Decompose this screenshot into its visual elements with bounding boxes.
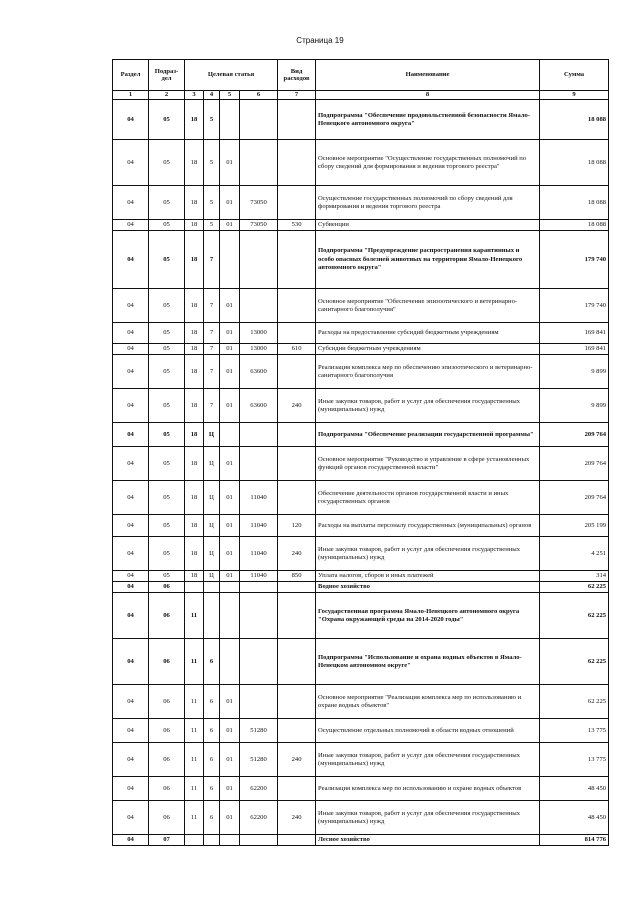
cell-target-program: 18 — [185, 355, 204, 389]
cell-name: Осуществление отдельных полномочий в области водных отношений — [316, 719, 540, 743]
cell-name: Реализация комплекса мер по обеспечению эпизоотического и ветеринарно-санитарного благополучия — [316, 355, 540, 389]
cell-target-program: 11 — [185, 685, 204, 719]
cell-exp-type: 240 — [278, 537, 316, 571]
cell-exp-type — [278, 719, 316, 743]
cell-target-event: 01 — [220, 140, 240, 186]
cell-exp-type — [278, 777, 316, 801]
cell-target-event: 01 — [220, 389, 240, 423]
cell-target-event: 01 — [220, 355, 240, 389]
cell-exp-type — [278, 447, 316, 481]
cell-target-program: 18 — [185, 289, 204, 323]
cell-target-direction — [240, 423, 278, 447]
cell-target-program: 11 — [185, 639, 204, 685]
cell-name: Осуществление государственных полномочий по сбору сведений для формирования и ведения торгового реестра — [316, 186, 540, 220]
table-row — [113, 743, 609, 777]
cell-target-event: 01 — [220, 481, 240, 515]
header-name: Наименование — [316, 60, 540, 91]
cell-section: 04 — [113, 100, 149, 140]
col-number: 5 — [220, 91, 240, 100]
cell-sum: 62 225 — [540, 639, 609, 685]
cell-target-program: 18 — [185, 323, 204, 344]
cell-target-event — [220, 423, 240, 447]
cell-exp-type — [278, 355, 316, 389]
cell-target-program — [185, 835, 204, 846]
cell-target-direction — [240, 140, 278, 186]
cell-section: 04 — [113, 344, 149, 355]
table-row — [113, 323, 609, 344]
col-number: 8 — [316, 91, 540, 100]
cell-target-event — [220, 100, 240, 140]
cell-target-event — [220, 639, 240, 685]
cell-target-subprogram: 5 — [204, 220, 220, 231]
cell-target-event: 01 — [220, 777, 240, 801]
cell-target-event: 01 — [220, 220, 240, 231]
cell-name: Иные закупки товаров, работ и услуг для обеспечения государственных (муниципальных) нужд — [316, 389, 540, 423]
header-row — [113, 60, 609, 91]
table-body — [113, 60, 609, 846]
table-row — [113, 537, 609, 571]
cell-sum: 62 225 — [540, 593, 609, 639]
cell-target-direction: 13000 — [240, 323, 278, 344]
cell-section: 04 — [113, 719, 149, 743]
table-row — [113, 777, 609, 801]
cell-target-subprogram: Ц — [204, 423, 220, 447]
cell-section: 04 — [113, 582, 149, 593]
cell-target-program: 18 — [185, 481, 204, 515]
cell-target-event: 01 — [220, 186, 240, 220]
cell-subsection: 05 — [149, 571, 185, 582]
column-number-row — [113, 91, 609, 100]
cell-target-event — [220, 593, 240, 639]
header-exp-type: Вид расходов — [278, 60, 316, 91]
cell-sum: 169 841 — [540, 344, 609, 355]
cell-target-direction: 11040 — [240, 537, 278, 571]
table-row — [113, 100, 609, 140]
cell-name: Водное хозяйство — [316, 582, 540, 593]
cell-subsection: 05 — [149, 140, 185, 186]
table-row — [113, 685, 609, 719]
cell-subsection: 05 — [149, 344, 185, 355]
cell-target-event: 01 — [220, 743, 240, 777]
table-row — [113, 447, 609, 481]
cell-exp-type: 610 — [278, 344, 316, 355]
cell-subsection: 05 — [149, 423, 185, 447]
cell-subsection: 06 — [149, 743, 185, 777]
cell-name: Иные закупки товаров, работ и услуг для обеспечения государственных (муниципальных) нужд — [316, 801, 540, 835]
col-number: 6 — [240, 91, 278, 100]
cell-section: 04 — [113, 801, 149, 835]
cell-exp-type — [278, 639, 316, 685]
cell-subsection: 06 — [149, 685, 185, 719]
cell-name: Лесное хозяйство — [316, 835, 540, 846]
cell-name: Иные закупки товаров, работ и услуг для обеспечения государственных (муниципальных) нужд — [316, 743, 540, 777]
cell-sum: 48 450 — [540, 801, 609, 835]
cell-name: Подпрограмма "Обеспечение реализации государственной программы" — [316, 423, 540, 447]
cell-section: 04 — [113, 777, 149, 801]
cell-section: 04 — [113, 186, 149, 220]
cell-sum: 62 225 — [540, 582, 609, 593]
cell-target-subprogram: 5 — [204, 100, 220, 140]
cell-exp-type — [278, 100, 316, 140]
cell-target-program: 18 — [185, 140, 204, 186]
cell-name: Расходы на выплаты персоналу государственных (муниципальных) органов — [316, 515, 540, 537]
cell-target-program: 18 — [185, 537, 204, 571]
cell-target-direction: 11040 — [240, 515, 278, 537]
cell-exp-type — [278, 685, 316, 719]
table-row — [113, 344, 609, 355]
cell-target-program: 18 — [185, 571, 204, 582]
cell-target-event: 01 — [220, 537, 240, 571]
cell-name: Основное мероприятие "Осуществление государственных полномочий по сбору сведений для формирования и ведения торгового реестра" — [316, 140, 540, 186]
cell-exp-type — [278, 231, 316, 289]
cell-subsection: 05 — [149, 481, 185, 515]
cell-target-subprogram: Ц — [204, 537, 220, 571]
cell-subsection: 05 — [149, 231, 185, 289]
cell-sum: 18 088 — [540, 186, 609, 220]
cell-subsection: 05 — [149, 447, 185, 481]
cell-name: Уплата налогов, сборов и иных платежей — [316, 571, 540, 582]
cell-target-direction — [240, 593, 278, 639]
cell-target-subprogram: 7 — [204, 231, 220, 289]
cell-target-event — [220, 231, 240, 289]
cell-target-event: 01 — [220, 719, 240, 743]
table-row — [113, 481, 609, 515]
header-target: Целевая статья — [185, 60, 278, 91]
col-number: 1 — [113, 91, 149, 100]
cell-subsection: 05 — [149, 289, 185, 323]
col-number: 4 — [204, 91, 220, 100]
cell-name: Подпрограмма "Обеспечение продовольственной безопасности Ямало-Ненецкого автономного округа" — [316, 100, 540, 140]
cell-exp-type: 120 — [278, 515, 316, 537]
cell-target-direction: 63600 — [240, 389, 278, 423]
cell-target-event: 01 — [220, 323, 240, 344]
cell-target-program: 11 — [185, 593, 204, 639]
cell-subsection: 06 — [149, 777, 185, 801]
cell-target-direction — [240, 685, 278, 719]
cell-subsection: 06 — [149, 719, 185, 743]
cell-section: 04 — [113, 447, 149, 481]
header-subsection: Подраз-дел — [149, 60, 185, 91]
cell-target-direction — [240, 639, 278, 685]
cell-sum: 9 899 — [540, 355, 609, 389]
cell-exp-type: 850 — [278, 571, 316, 582]
cell-sum: 179 740 — [540, 231, 609, 289]
cell-sum: 209 764 — [540, 481, 609, 515]
cell-target-event: 01 — [220, 447, 240, 481]
cell-target-direction: 62200 — [240, 801, 278, 835]
cell-section: 04 — [113, 593, 149, 639]
cell-target-program: 18 — [185, 186, 204, 220]
cell-section: 04 — [113, 571, 149, 582]
col-number: 2 — [149, 91, 185, 100]
cell-target-event: 01 — [220, 685, 240, 719]
cell-target-event: 01 — [220, 289, 240, 323]
cell-section: 04 — [113, 423, 149, 447]
cell-target-subprogram: 7 — [204, 323, 220, 344]
cell-target-direction: 63600 — [240, 355, 278, 389]
cell-sum: 48 450 — [540, 777, 609, 801]
cell-name: Иные закупки товаров, работ и услуг для обеспечения государственных (муниципальных) нужд — [316, 537, 540, 571]
cell-target-subprogram: 7 — [204, 344, 220, 355]
cell-target-program: 18 — [185, 100, 204, 140]
cell-exp-type — [278, 835, 316, 846]
cell-section: 04 — [113, 389, 149, 423]
cell-target-direction: 13000 — [240, 344, 278, 355]
table-row — [113, 593, 609, 639]
cell-sum: 169 841 — [540, 323, 609, 344]
table-row — [113, 639, 609, 685]
cell-subsection: 05 — [149, 323, 185, 344]
cell-target-direction — [240, 289, 278, 323]
cell-sum: 18 088 — [540, 140, 609, 186]
table-row — [113, 231, 609, 289]
cell-section: 04 — [113, 231, 149, 289]
cell-exp-type: 240 — [278, 389, 316, 423]
cell-target-subprogram: Ц — [204, 571, 220, 582]
cell-exp-type — [278, 323, 316, 344]
cell-subsection: 06 — [149, 801, 185, 835]
table-row — [113, 801, 609, 835]
cell-target-subprogram: 7 — [204, 355, 220, 389]
cell-subsection: 05 — [149, 537, 185, 571]
cell-target-program — [185, 582, 204, 593]
cell-target-event: 01 — [220, 515, 240, 537]
cell-target-subprogram: 6 — [204, 743, 220, 777]
col-number: 9 — [540, 91, 609, 100]
cell-target-program: 18 — [185, 423, 204, 447]
cell-sum: 209 764 — [540, 447, 609, 481]
cell-section: 04 — [113, 537, 149, 571]
col-number: 3 — [185, 91, 204, 100]
cell-exp-type — [278, 423, 316, 447]
table-row — [113, 423, 609, 447]
cell-target-subprogram: 7 — [204, 389, 220, 423]
cell-target-subprogram — [204, 582, 220, 593]
cell-name: Государственная программа Ямало-Ненецкого автономного округа "Охрана окружающей среды на 2014-2020 годы" — [316, 593, 540, 639]
cell-target-direction: 51280 — [240, 719, 278, 743]
cell-sum: 314 — [540, 571, 609, 582]
cell-target-subprogram: 6 — [204, 639, 220, 685]
cell-target-direction: 73050 — [240, 220, 278, 231]
cell-target-program: 11 — [185, 743, 204, 777]
cell-name: Субсидии бюджетным учреждениям — [316, 344, 540, 355]
cell-target-direction: 51280 — [240, 743, 278, 777]
cell-sum: 18 088 — [540, 220, 609, 231]
cell-target-event: 01 — [220, 801, 240, 835]
table-row — [113, 582, 609, 593]
cell-subsection: 05 — [149, 389, 185, 423]
table-row — [113, 220, 609, 231]
cell-target-program: 18 — [185, 389, 204, 423]
cell-section: 04 — [113, 323, 149, 344]
cell-exp-type: 240 — [278, 743, 316, 777]
cell-target-direction: 11040 — [240, 481, 278, 515]
cell-target-program: 11 — [185, 801, 204, 835]
cell-name: Подпрограмма "Предупреждение распространения карантинных и особо опасных болезней животных на территории Ямало-Ненецкого автономного округа" — [316, 231, 540, 289]
table-row — [113, 355, 609, 389]
cell-target-program: 18 — [185, 447, 204, 481]
cell-target-program: 11 — [185, 777, 204, 801]
cell-target-event — [220, 835, 240, 846]
cell-target-event — [220, 582, 240, 593]
cell-sum: 209 764 — [540, 423, 609, 447]
cell-name: Основное мероприятие "Обеспечение эпизоотического и ветеринарно-санитарного благополучия" — [316, 289, 540, 323]
cell-target-event: 01 — [220, 344, 240, 355]
cell-target-subprogram: Ц — [204, 515, 220, 537]
cell-exp-type — [278, 593, 316, 639]
cell-target-program: 11 — [185, 719, 204, 743]
table-row — [113, 186, 609, 220]
cell-exp-type — [278, 582, 316, 593]
cell-target-direction: 11040 — [240, 571, 278, 582]
cell-target-direction — [240, 582, 278, 593]
cell-section: 04 — [113, 743, 149, 777]
cell-sum: 9 899 — [540, 389, 609, 423]
cell-exp-type: 530 — [278, 220, 316, 231]
cell-target-direction — [240, 231, 278, 289]
cell-name: Расходы на предоставление субсидий бюджетным учреждениям — [316, 323, 540, 344]
cell-section: 04 — [113, 515, 149, 537]
table-row — [113, 571, 609, 582]
cell-target-direction — [240, 100, 278, 140]
cell-target-direction — [240, 447, 278, 481]
cell-subsection: 05 — [149, 100, 185, 140]
cell-target-subprogram: 6 — [204, 801, 220, 835]
cell-sum: 13 775 — [540, 719, 609, 743]
cell-name: Основное мероприятие "Руководство и управление в сфере установленных функций органов государственной власти" — [316, 447, 540, 481]
cell-subsection: 06 — [149, 639, 185, 685]
cell-section: 04 — [113, 685, 149, 719]
cell-subsection: 05 — [149, 355, 185, 389]
cell-exp-type: 240 — [278, 801, 316, 835]
cell-target-program: 18 — [185, 515, 204, 537]
cell-sum: 205 199 — [540, 515, 609, 537]
cell-target-subprogram — [204, 593, 220, 639]
cell-name: Подпрограмма "Использование и охрана водных объектов в Ямало-Ненецком автономном округе" — [316, 639, 540, 685]
cell-target-subprogram: Ц — [204, 481, 220, 515]
cell-subsection: 05 — [149, 186, 185, 220]
table-row — [113, 835, 609, 846]
cell-target-subprogram: 5 — [204, 140, 220, 186]
cell-sum: 13 775 — [540, 743, 609, 777]
cell-section: 04 — [113, 835, 149, 846]
cell-exp-type — [278, 186, 316, 220]
cell-target-subprogram: 6 — [204, 719, 220, 743]
cell-target-subprogram — [204, 835, 220, 846]
cell-subsection: 05 — [149, 515, 185, 537]
col-number: 7 — [278, 91, 316, 100]
cell-exp-type — [278, 140, 316, 186]
cell-subsection: 07 — [149, 835, 185, 846]
cell-name: Основное мероприятие "Реализация комплекса мер по использованию и охране водных объектов" — [316, 685, 540, 719]
cell-section: 04 — [113, 140, 149, 186]
cell-target-subprogram: 5 — [204, 186, 220, 220]
cell-sum: 4 251 — [540, 537, 609, 571]
cell-exp-type — [278, 481, 316, 515]
page-label: Страница 19 — [296, 36, 344, 45]
header-sum: Сумма — [540, 60, 609, 91]
cell-subsection: 05 — [149, 220, 185, 231]
cell-exp-type — [278, 289, 316, 323]
cell-target-program: 18 — [185, 220, 204, 231]
table-row — [113, 289, 609, 323]
table-row — [113, 515, 609, 537]
cell-target-direction: 73050 — [240, 186, 278, 220]
cell-target-direction: 62200 — [240, 777, 278, 801]
table-row — [113, 389, 609, 423]
cell-section: 04 — [113, 481, 149, 515]
cell-name: Обеспечение деятельности органов государственной власти и иных государственных органов — [316, 481, 540, 515]
cell-target-subprogram: 7 — [204, 289, 220, 323]
cell-section: 04 — [113, 220, 149, 231]
cell-target-program: 18 — [185, 231, 204, 289]
cell-sum: 179 740 — [540, 289, 609, 323]
cell-subsection: 06 — [149, 582, 185, 593]
cell-target-program: 18 — [185, 344, 204, 355]
header-section: Раздел — [113, 60, 149, 91]
cell-name: Реализация комплекса мер по использованию и охране водных объектов — [316, 777, 540, 801]
cell-target-subprogram: 6 — [204, 685, 220, 719]
cell-target-direction — [240, 835, 278, 846]
cell-subsection: 06 — [149, 593, 185, 639]
cell-section: 04 — [113, 639, 149, 685]
cell-sum: 814 776 — [540, 835, 609, 846]
table-row — [113, 719, 609, 743]
cell-sum: 62 225 — [540, 685, 609, 719]
cell-target-event: 01 — [220, 571, 240, 582]
cell-sum: 18 088 — [540, 100, 609, 140]
table-row — [113, 140, 609, 186]
cell-section: 04 — [113, 355, 149, 389]
cell-name: Субвенции — [316, 220, 540, 231]
cell-target-subprogram: 6 — [204, 777, 220, 801]
budget-table — [112, 59, 609, 846]
cell-target-subprogram: Ц — [204, 447, 220, 481]
cell-section: 04 — [113, 289, 149, 323]
